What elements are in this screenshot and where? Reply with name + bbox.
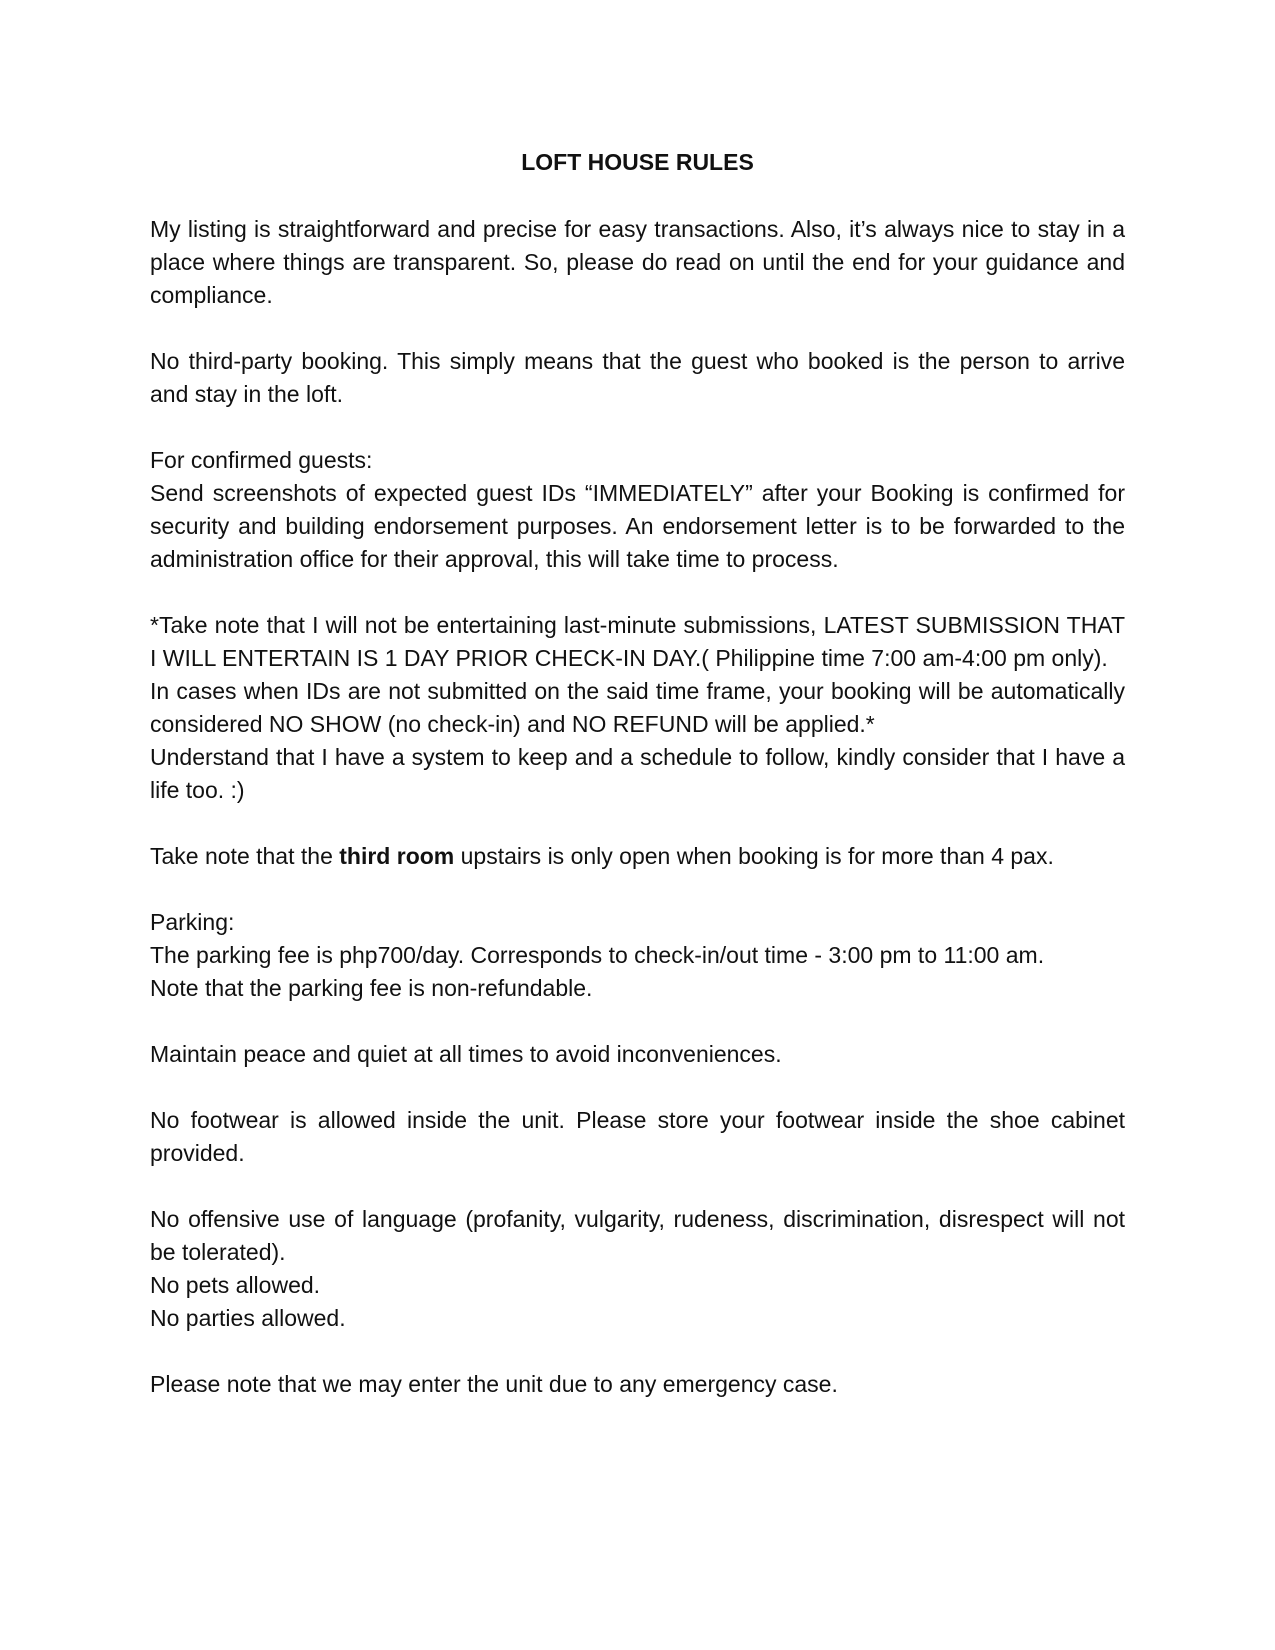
submission-note-section	[150, 609, 1125, 807]
emergency-paragraph: Please note that we may enter the unit due to any emergency case.	[150, 1371, 838, 1397]
third-room-text-after: upstairs is only open when booking is for more than 4 pax.	[454, 843, 1054, 869]
parties-rule: No parties allowed.	[150, 1305, 346, 1331]
pets-rule: No pets allowed.	[150, 1272, 321, 1298]
third-party-paragraph: No third-party booking. This simply means that the guest who booked is the person to arrive and stay in the loft.	[150, 348, 1125, 407]
document-title: LOFT HOUSE RULES	[521, 149, 754, 175]
parking-section	[150, 906, 1125, 1005]
third-room-text-before: Take note that the	[150, 843, 340, 869]
intro-paragraph: My listing is straightforward and precise for easy transactions. Also, it’s always nice to stay in a place where things are transparent. So, please do read on until the end for your guidance and compliance.	[150, 216, 1125, 308]
conduct-section	[150, 1203, 1125, 1335]
document-page	[150, 146, 1125, 1434]
confirmed-guests-section	[150, 444, 1125, 576]
parking-note: Note that the parking fee is non-refundable.	[150, 975, 593, 1001]
parking-fee: The parking fee is php700/day. Corresponds to check-in/out time - 3:00 pm to 11:00 am.	[150, 942, 1045, 968]
confirmed-guests-body: Send screenshots of expected guest IDs “IMMEDIATELY” after your Booking is confirmed for security and building endorsement purposes. An endorsement letter is to be forwarded to the administration office for their approval, this will take time to process.	[150, 480, 1125, 572]
parking-heading: Parking:	[150, 909, 235, 935]
language-rule: No offensive use of language (profanity, vulgarity, rudeness, discrimination, disrespect will not be tolerated).	[150, 1206, 1125, 1265]
quiet-paragraph: Maintain peace and quiet at all times to avoid inconveniences.	[150, 1041, 782, 1067]
confirmed-guests-heading: For confirmed guests:	[150, 447, 373, 473]
understand-note: Understand that I have a system to keep and a schedule to follow, kindly consider that I have a life too. :)	[150, 744, 1125, 803]
footwear-paragraph: No footwear is allowed inside the unit. Please store your footwear inside the shoe cabinet provided.	[150, 1107, 1125, 1166]
submission-note: *Take note that I will not be entertaining last-minute submissions, LATEST SUBMISSION THAT I WILL ENTERTAIN IS 1 DAY PRIOR CHECK-IN DAY.( Philippine time 7:00 am-4:00 pm only).	[150, 612, 1125, 671]
third-room-paragraph	[150, 840, 1125, 873]
third-room-bold: third room	[339, 843, 455, 869]
no-show-note: In cases when IDs are not submitted on the said time frame, your booking will be automatically considered NO SHOW (no check-in) and NO REFUND will be applied.*	[150, 678, 1125, 737]
